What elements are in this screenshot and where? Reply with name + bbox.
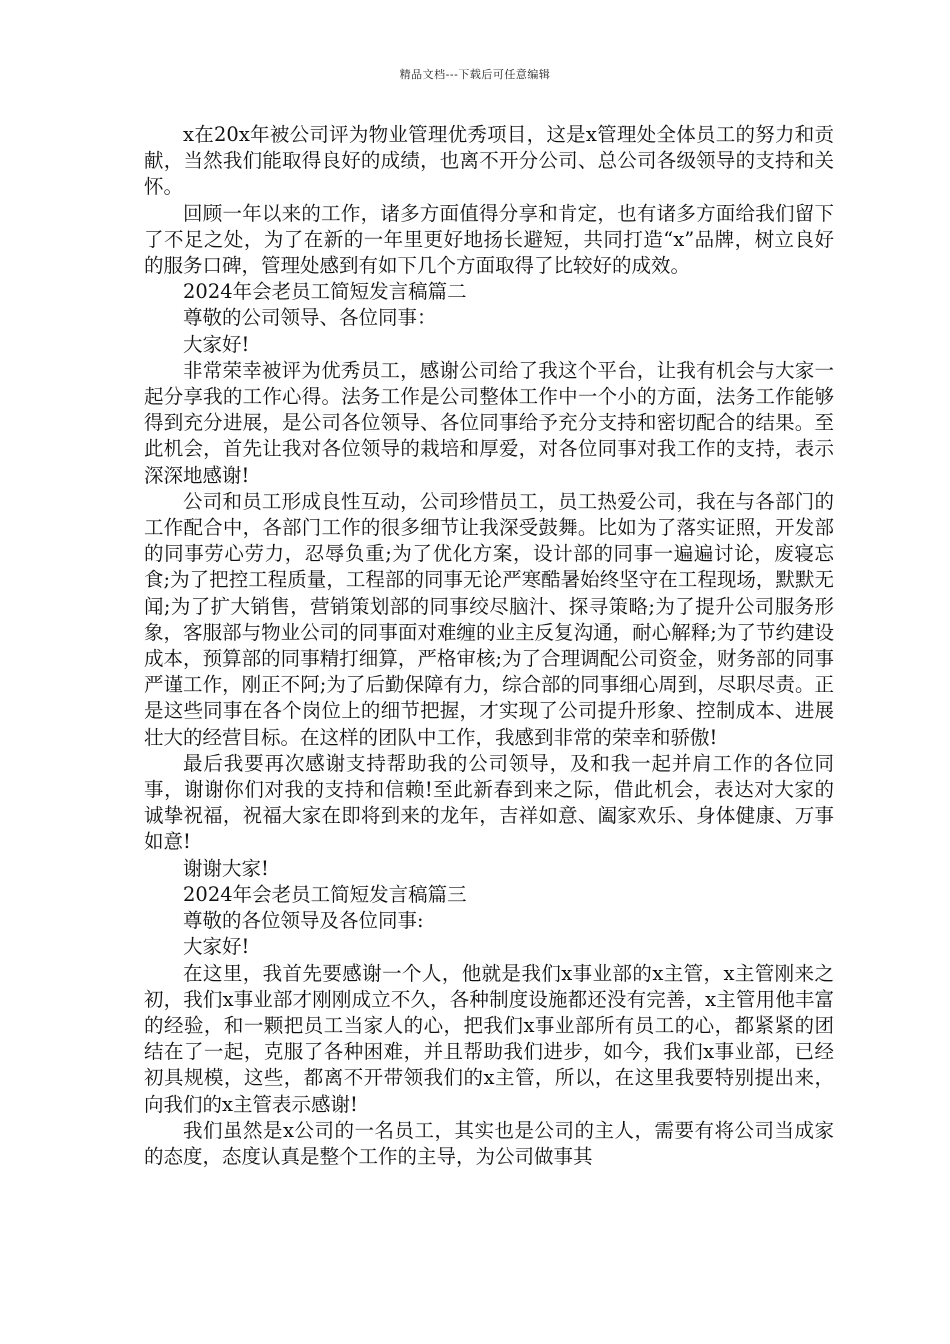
greeting-2: 大家好! <box>183 332 250 356</box>
section-heading-3: 2024年会老员工简短发言稿篇三 <box>183 882 467 906</box>
greeting-3: 大家好! <box>183 935 250 959</box>
paragraph-3: 非常荣幸被评为优秀员工，感谢公司给了我这个平台，让我有机会与大家一起分享我的工作心得。法务工作是公司整体工作中一个小的方面，法务工作能够得到充分进展，是公司各位领导、各位同事给予充分支持和密切配合的结果。至此机会，首先让我对各位领导的栽培和厚爱，对各位同事对我工作的支持，表示深深地感谢! <box>144 358 834 487</box>
paragraph-4: 公司和员工形成良性互动，公司珍惜员工，员工热爱公司，我在与各部门的工作配合中，各部门工作的很多细节让我深受鼓舞。比如为了落实证照，开发部的同事劳心劳力，忍辱负重;为了优化方案，设计部的同事一遍遍讨论，废寝忘食;为了把控工程质量，工程部的同事无论严寒酷暑始终坚守在工程现场，默默无闻;为了扩大销售，营销策划部的同事绞尽脑汁、探寻策略;为了提升公司服务形象，客服部与物业公司的同事面对难缠的业主反复沟通，耐心解释;为了节约建设成本，预算部的同事精打细算，严格审核;为了合理调配公司资金，财务部的同事严谨工作，刚正不阿;为了后勤保障有力，综合部的同事细心周到，尽职尽责。正是这些同事在各个岗位上的细节把握，才实现了公司提升形象、控制成本、进展壮大的经营目标。在这样的团队中工作，我感到非常的荣幸和骄傲! <box>144 489 834 749</box>
section-heading-2: 2024年会老员工简短发言稿篇二 <box>183 280 467 304</box>
paragraph-2: 回顾一年以来的工作，诸多方面值得分享和肯定，也有诸多方面给我们留下了不足之处，为了在新的一年里更好地扬长避短，共同打造“x”品牌，树立良好的服务口碑，管理处感到有如下几个方面取得了比较好的成效。 <box>144 201 834 278</box>
paragraph-6: 在这里，我首先要感谢一个人，他就是我们x事业部的x主管，x主管刚来之初，我们x事业部才刚刚成立不久，各种制度设施都还没有完善，x主管用他丰富的经验，和一颗把员工当家人的心，把我们x事业部所有员工的心，都紧紧的团结在了一起，克服了各种困难，并且帮助我们进步，如今，我们x事业部，已经初具规模，这些，都离不开带领我们的x主管，所以，在这里我要特别提出来，向我们的x主管表示感谢! <box>144 961 834 1116</box>
paragraph-7: 我们虽然是x公司的一名员工，其实也是公司的主人，需要有将公司当成家的态度，态度认真是整个工作的主导，为公司做事其 <box>144 1118 834 1168</box>
salutation-3: 尊敬的各位领导及各位同事: <box>183 909 424 933</box>
document-body <box>144 122 834 1170</box>
salutation-2: 尊敬的公司领导、各位同事： <box>183 306 437 330</box>
closing-2: 谢谢大家! <box>183 856 269 880</box>
paragraph-1: x在20x年被公司评为物业管理优秀项目，这是x管理处全体员工的努力和贡献，当然我们能取得良好的成绩，也离不开分公司、总公司各级领导的支持和关怀。 <box>144 123 834 199</box>
page-header: 精品文档---下载后可任意编辑 <box>399 68 551 81</box>
paragraph-5: 最后我要再次感谢支持帮助我的公司领导，及和我一起并肩工作的各位同事，谢谢你们对我的支持和信赖!至此新春到来之际，借此机会，表达对大家的诚挚祝福，祝福大家在即将到来的龙年，吉祥如意、阖家欢乐、身体健康、万事如意! <box>144 751 834 854</box>
